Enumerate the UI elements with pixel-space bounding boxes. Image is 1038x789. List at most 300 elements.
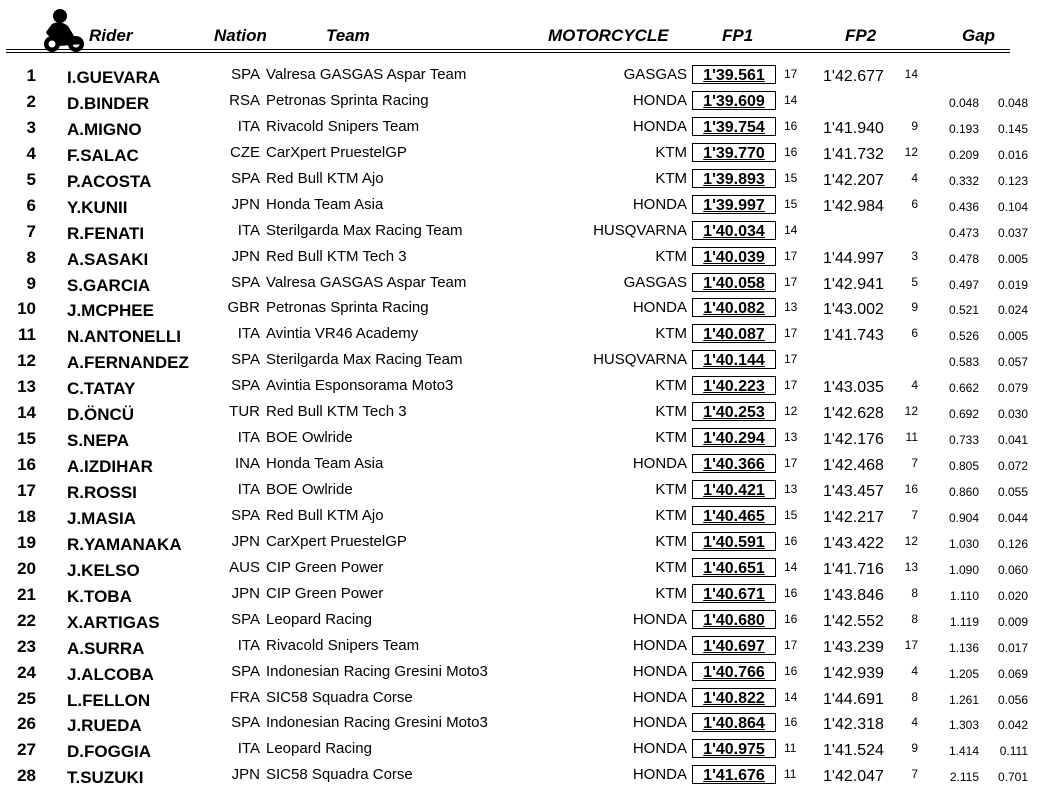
gap-first-cell: 0.521 xyxy=(948,303,979,318)
fp2-laps-cell: 4 xyxy=(911,715,918,730)
motorcycle-cell: KTM xyxy=(655,377,687,395)
fp2-time-cell: 1'43.422 xyxy=(823,534,884,552)
gap-previous-cell: 0.030 xyxy=(997,407,1028,422)
fp1-laps-cell: 15 xyxy=(784,507,798,522)
gap-first-cell: 1.090 xyxy=(948,562,979,577)
fp1-laps-cell: 13 xyxy=(784,482,798,496)
nation-cell: SPA xyxy=(231,169,260,187)
fp2-laps-cell: 7 xyxy=(911,507,918,522)
rider-name-cell: J.KELSO xyxy=(67,560,140,580)
motorcycle-cell: GASGAS xyxy=(623,66,687,83)
position-cell: 10 xyxy=(17,299,36,319)
fp2-time-cell: 1'42.047 xyxy=(823,768,884,786)
gap-first-cell: 0.662 xyxy=(948,381,979,396)
gap-first-cell: 0.478 xyxy=(948,251,979,266)
position-cell: 18 xyxy=(17,506,36,526)
nation-cell: SPA xyxy=(231,714,260,732)
fp1-time-cell: 1'39.770 xyxy=(692,143,776,162)
gap-first-cell: 0.904 xyxy=(948,510,979,525)
nation-cell: ITA xyxy=(237,221,260,239)
fp1-laps-cell: 16 xyxy=(784,715,798,730)
team-cell: Sterilgarda Max Racing Team xyxy=(266,221,463,239)
fp1-time-cell: 1'39.561 xyxy=(692,65,776,84)
motorcycle-cell: HONDA xyxy=(632,610,687,628)
fp1-time-cell: 1'40.253 xyxy=(692,402,776,421)
table-row xyxy=(0,219,1038,245)
gap-first-cell: 0.473 xyxy=(948,225,979,240)
table-row xyxy=(0,271,1038,297)
nation-cell: JPN xyxy=(231,584,260,602)
nation-cell: JPN xyxy=(231,766,260,784)
rider-name-cell: F.SALAC xyxy=(67,145,139,165)
nation-cell: JPN xyxy=(231,195,260,213)
fp1-laps-cell: 14 xyxy=(784,222,798,237)
position-cell: 6 xyxy=(26,195,36,215)
fp2-laps-cell: 6 xyxy=(911,196,918,211)
fp2-time-cell: 1'42.176 xyxy=(823,431,884,449)
position-cell: 5 xyxy=(26,169,36,189)
table-row xyxy=(0,478,1038,504)
gap-first-cell: 1.205 xyxy=(948,666,979,681)
fp1-laps-cell: 17 xyxy=(784,326,798,341)
fp1-laps-cell: 17 xyxy=(784,274,798,289)
nation-cell: ITA xyxy=(237,117,260,135)
team-cell: Leopard Racing xyxy=(266,740,372,758)
fp1-laps-cell: 14 xyxy=(784,92,798,107)
gap-previous-cell: 0.126 xyxy=(997,536,1028,551)
gap-previous-cell: 0.044 xyxy=(997,510,1028,525)
gap-first-cell: 1.261 xyxy=(948,692,979,707)
fp2-laps-cell: 4 xyxy=(911,663,918,678)
nation-cell: GBR xyxy=(227,299,260,317)
rider-name-cell: A.MIGNO xyxy=(67,119,142,139)
nation-cell: JPN xyxy=(231,532,260,550)
team-cell: Red Bull KTM Ajo xyxy=(266,506,384,524)
gap-first-cell: 1.414 xyxy=(948,744,979,759)
fp2-laps-cell: 4 xyxy=(911,170,918,185)
header-divider xyxy=(6,49,1010,50)
fp2-time-cell: 1'43.239 xyxy=(823,638,884,656)
fp2-time-cell: 1'42.628 xyxy=(823,405,884,423)
position-cell: 11 xyxy=(18,325,36,345)
rider-name-cell: P.ACOSTA xyxy=(67,171,152,191)
gap-previous-cell: 0.024 xyxy=(997,303,1028,318)
fp1-time-cell: 1'40.421 xyxy=(692,480,776,499)
fp1-time-cell: 1'39.893 xyxy=(692,169,776,188)
fp1-time-cell: 1'40.087 xyxy=(692,324,776,343)
fp2-time-cell: 1'41.732 xyxy=(823,145,884,163)
fp2-time-cell: 1'42.941 xyxy=(823,275,884,293)
fp2-time-cell: 1'42.677 xyxy=(823,68,884,85)
fp2-laps-cell: 12 xyxy=(904,144,918,159)
motorcycle-cell: HONDA xyxy=(632,714,687,732)
table-row xyxy=(0,89,1038,115)
motorcycle-rider-icon xyxy=(38,8,88,54)
gap-previous-cell: 0.037 xyxy=(997,225,1028,240)
table-row xyxy=(0,504,1038,530)
rider-name-cell: S.GARCIA xyxy=(67,275,151,295)
position-cell: 21 xyxy=(17,584,36,604)
rider-name-cell: D.FOGGIA xyxy=(67,742,152,762)
nation-cell: FRA xyxy=(230,688,260,706)
motorcycle-cell: GASGAS xyxy=(623,273,687,291)
gap-previous-cell: 0.041 xyxy=(997,433,1028,448)
nation-cell: SPA xyxy=(231,610,260,628)
fp2-time-cell: 1'43.846 xyxy=(823,586,884,604)
rider-name-cell: J.MASIA xyxy=(67,508,136,528)
header-motorcycle: MOTORCYCLE xyxy=(548,26,669,45)
position-cell: 16 xyxy=(17,455,36,475)
table-row xyxy=(0,296,1038,322)
position-cell: 25 xyxy=(17,688,36,708)
nation-cell: SPA xyxy=(231,66,260,83)
fp2-time-cell: 1'41.524 xyxy=(823,742,884,760)
gap-first-cell: 1.303 xyxy=(948,718,979,733)
table-row xyxy=(0,452,1038,478)
fp2-time-cell: 1'41.743 xyxy=(823,327,884,345)
header-fp1: FP1 xyxy=(722,26,754,45)
team-cell: CIP Green Power xyxy=(266,584,384,602)
results-table xyxy=(0,63,1038,789)
gap-previous-cell: 0.057 xyxy=(997,355,1028,370)
fp2-time-cell: 1'43.002 xyxy=(823,301,884,319)
fp2-time-cell: 1'44.691 xyxy=(823,690,884,708)
fp1-laps-cell: 13 xyxy=(784,430,798,445)
team-cell: CarXpert PruestelGP xyxy=(266,143,407,161)
fp1-time-cell: 1'39.754 xyxy=(692,117,776,136)
header-gap: Gap xyxy=(962,26,996,45)
team-cell: SIC58 Squadra Corse xyxy=(266,688,413,706)
fp1-time-cell: 1'40.034 xyxy=(692,221,776,240)
motorcycle-cell: KTM xyxy=(655,584,687,602)
motorcycle-cell: HONDA xyxy=(632,299,687,317)
team-cell: Avintia VR46 Academy xyxy=(266,325,419,343)
nation-cell: SPA xyxy=(231,377,260,395)
rider-name-cell: R.FENATI xyxy=(67,223,145,243)
fp2-laps-cell: 7 xyxy=(911,456,918,471)
team-cell: Red Bull KTM Ajo xyxy=(266,169,384,187)
fp1-time-cell: 1'40.766 xyxy=(692,662,776,681)
fp2-time-cell: 1'41.940 xyxy=(823,119,884,137)
gap-first-cell: 1.110 xyxy=(949,588,979,603)
position-cell: 17 xyxy=(17,481,36,500)
table-row xyxy=(0,634,1038,660)
fp1-laps-cell: 16 xyxy=(784,585,798,600)
fp1-time-cell: 1'39.609 xyxy=(692,91,776,110)
team-cell: Indonesian Racing Gresini Moto3 xyxy=(266,662,488,680)
rider-name-cell: K.TOBA xyxy=(67,586,132,606)
gap-first-cell: 0.805 xyxy=(948,459,979,474)
team-cell: Petronas Sprinta Racing xyxy=(266,299,429,317)
nation-cell: SPA xyxy=(231,351,260,369)
fp1-time-cell: 1'40.975 xyxy=(692,739,776,758)
rider-name-cell: L.FELLON xyxy=(67,690,151,710)
table-row xyxy=(0,763,1038,789)
position-cell: 27 xyxy=(17,740,36,760)
gap-previous-cell: 0.111 xyxy=(999,744,1028,759)
table-row xyxy=(0,530,1038,556)
table-row xyxy=(0,686,1038,712)
fp1-laps-cell: 13 xyxy=(784,300,798,315)
fp1-time-cell: 1'40.294 xyxy=(692,428,776,447)
header-nation: Nation xyxy=(214,26,267,45)
fp1-laps-cell: 16 xyxy=(784,663,798,678)
position-cell: 26 xyxy=(17,714,36,734)
fp2-laps-cell: 12 xyxy=(904,404,918,419)
fp2-laps-cell: 3 xyxy=(911,248,918,263)
fp1-time-cell: 1'40.039 xyxy=(692,247,776,266)
position-cell: 9 xyxy=(26,273,36,293)
gap-previous-cell: 0.072 xyxy=(997,459,1028,474)
gap-first-cell: 2.115 xyxy=(949,770,979,785)
rider-name-cell: R.ROSSI xyxy=(67,483,137,502)
gap-first-cell: 1.119 xyxy=(949,614,979,629)
team-cell: CIP Green Power xyxy=(266,558,384,576)
fp1-laps-cell: 16 xyxy=(784,118,798,133)
fp2-time-cell: 1'42.984 xyxy=(823,197,884,215)
gap-previous-cell: 0.069 xyxy=(997,666,1028,681)
motorcycle-cell: HONDA xyxy=(632,766,687,784)
fp2-laps-cell: 7 xyxy=(911,767,918,782)
table-row xyxy=(0,115,1038,141)
motorcycle-cell: KTM xyxy=(655,325,687,343)
fp2-time-cell: 1'42.217 xyxy=(823,508,884,526)
team-cell: Petronas Sprinta Racing xyxy=(266,91,429,109)
fp2-laps-cell: 8 xyxy=(911,611,918,626)
rider-name-cell: J.RUEDA xyxy=(67,716,142,736)
table-row xyxy=(0,556,1038,582)
fp2-time-cell: 1'43.457 xyxy=(823,483,884,500)
table-row xyxy=(0,193,1038,219)
fp1-time-cell: 1'40.058 xyxy=(692,273,776,292)
fp1-laps-cell: 15 xyxy=(784,196,798,211)
fp2-laps-cell: 8 xyxy=(911,585,918,600)
fp2-time-cell: 1'41.716 xyxy=(823,560,884,578)
team-cell: Valresa GASGAS Aspar Team xyxy=(266,66,467,83)
motorcycle-cell: HONDA xyxy=(632,636,687,654)
fp1-laps-cell: 11 xyxy=(784,741,797,756)
team-cell: Sterilgarda Max Racing Team xyxy=(266,351,463,369)
fp1-time-cell: 1'40.082 xyxy=(692,298,776,317)
motorcycle-cell: HONDA xyxy=(632,195,687,213)
fp1-laps-cell: 12 xyxy=(784,404,798,419)
fp1-laps-cell: 11 xyxy=(784,767,797,782)
fp1-laps-cell: 14 xyxy=(784,689,798,704)
position-cell: 15 xyxy=(17,429,36,449)
gap-first-cell: 0.436 xyxy=(948,199,979,214)
team-cell: Rivacold Snipers Team xyxy=(266,117,420,135)
fp1-laps-cell: 16 xyxy=(784,144,798,159)
team-cell: Honda Team Asia xyxy=(266,455,384,473)
team-cell: CarXpert PruestelGP xyxy=(266,532,407,550)
fp1-laps-cell: 17 xyxy=(784,378,798,393)
fp1-time-cell: 1'39.997 xyxy=(692,195,776,214)
nation-cell: ITA xyxy=(237,740,260,758)
gap-previous-cell: 0.079 xyxy=(997,381,1028,396)
nation-cell: ITA xyxy=(237,325,260,343)
fp1-time-cell: 1'40.465 xyxy=(692,506,776,525)
rider-name-cell: X.ARTIGAS xyxy=(67,612,160,632)
team-cell: Red Bull KTM Tech 3 xyxy=(266,403,407,421)
position-cell: 23 xyxy=(17,636,36,656)
fp2-laps-cell: 12 xyxy=(904,533,918,548)
nation-cell: ITA xyxy=(237,636,260,654)
gap-first-cell: 0.332 xyxy=(948,173,979,188)
gap-previous-cell: 0.005 xyxy=(997,251,1028,266)
gap-first-cell: 0.733 xyxy=(948,433,979,448)
rider-name-cell: J.MCPHEE xyxy=(67,301,154,321)
position-cell: 20 xyxy=(17,558,36,578)
fp1-time-cell: 1'40.651 xyxy=(692,558,776,577)
header-team: Team xyxy=(326,26,370,45)
motorcycle-cell: HUSQVARNA xyxy=(593,351,687,369)
gap-previous-cell: 0.060 xyxy=(997,562,1028,577)
nation-cell: JPN xyxy=(231,247,260,265)
team-cell: Avintia Esponsorama Moto3 xyxy=(266,377,454,395)
position-cell: 3 xyxy=(26,117,36,137)
motorcycle-cell: HONDA xyxy=(632,740,687,758)
motorcycle-cell: KTM xyxy=(655,403,687,421)
fp1-time-cell: 1'40.697 xyxy=(692,636,776,655)
rider-name-cell: T.SUZUKI xyxy=(67,768,144,788)
table-row xyxy=(0,400,1038,426)
motorcycle-cell: HONDA xyxy=(632,455,687,473)
fp1-time-cell: 1'40.223 xyxy=(692,376,776,395)
gap-previous-cell: 0.048 xyxy=(997,95,1028,110)
fp1-time-cell: 1'40.366 xyxy=(692,454,776,473)
rider-name-cell: R.YAMANAKA xyxy=(67,534,182,554)
gap-first-cell: 0.692 xyxy=(948,407,979,422)
fp2-laps-cell: 8 xyxy=(911,689,918,704)
position-cell: 24 xyxy=(17,662,36,682)
team-cell: Indonesian Racing Gresini Moto3 xyxy=(266,714,488,732)
motorcycle-cell: HONDA xyxy=(632,117,687,135)
motorcycle-cell: HONDA xyxy=(632,688,687,706)
fp2-laps-cell: 4 xyxy=(911,378,918,393)
motorcycle-cell: KTM xyxy=(655,143,687,161)
nation-cell: CZE xyxy=(230,143,260,161)
motorcycle-cell: KTM xyxy=(655,506,687,524)
team-cell: Rivacold Snipers Team xyxy=(266,636,420,654)
fp2-laps-cell: 9 xyxy=(911,741,918,756)
nation-cell: SPA xyxy=(231,506,260,524)
rider-name-cell: A.SURRA xyxy=(67,638,145,658)
motorcycle-cell: HONDA xyxy=(632,91,687,109)
nation-cell: AUS xyxy=(229,558,260,576)
fp1-laps-cell: 16 xyxy=(784,533,798,548)
gap-previous-cell: 0.123 xyxy=(997,173,1028,188)
team-cell: BOE Owlride xyxy=(266,481,353,498)
gap-previous-cell: 0.017 xyxy=(997,640,1028,655)
table-header xyxy=(0,0,1038,54)
fp1-laps-cell: 17 xyxy=(784,637,798,652)
gap-previous-cell: 0.145 xyxy=(997,121,1028,136)
fp2-laps-cell: 14 xyxy=(904,67,918,81)
rider-name-cell: J.ALCOBA xyxy=(67,664,154,684)
gap-previous-cell: 0.016 xyxy=(997,147,1028,162)
fp2-time-cell: 1'42.552 xyxy=(823,612,884,630)
fp1-laps-cell: 17 xyxy=(784,456,798,471)
nation-cell: TUR xyxy=(229,403,260,421)
fp1-time-cell: 1'40.591 xyxy=(692,532,776,551)
fp1-laps-cell: 17 xyxy=(784,248,798,263)
rider-name-cell: I.GUEVARA xyxy=(67,68,161,87)
gap-previous-cell: 0.005 xyxy=(997,329,1028,344)
gap-previous-cell: 0.019 xyxy=(997,277,1028,292)
rider-name-cell: A.FERNANDEZ xyxy=(67,353,189,373)
fp1-time-cell: 1'40.864 xyxy=(692,713,776,732)
table-row xyxy=(0,737,1038,763)
nation-cell: SPA xyxy=(231,273,260,291)
gap-first-cell: 0.209 xyxy=(948,147,979,162)
table-row xyxy=(0,374,1038,400)
header-fp2: FP2 xyxy=(845,26,877,45)
fp2-time-cell: 1'42.468 xyxy=(823,457,884,475)
table-row xyxy=(0,660,1038,686)
table-row xyxy=(0,608,1038,634)
table-row xyxy=(0,348,1038,374)
fp1-laps-cell: 16 xyxy=(784,611,798,626)
table-row xyxy=(0,141,1038,167)
header-rider: Rider xyxy=(89,26,133,45)
rider-name-cell: D.BINDER xyxy=(67,93,150,113)
fp2-laps-cell: 9 xyxy=(911,118,918,133)
team-cell: Leopard Racing xyxy=(266,610,372,628)
position-cell: 19 xyxy=(17,532,36,552)
fp2-laps-cell: 11 xyxy=(905,430,918,445)
fp2-time-cell: 1'42.939 xyxy=(823,664,884,682)
gap-first-cell: 0.497 xyxy=(948,277,979,292)
motorcycle-cell: KTM xyxy=(655,247,687,265)
position-cell: 8 xyxy=(26,247,36,267)
fp1-time-cell: 1'40.680 xyxy=(692,610,776,629)
motorcycle-cell: KTM xyxy=(655,532,687,550)
table-row xyxy=(0,322,1038,348)
team-cell: BOE Owlride xyxy=(266,429,353,447)
fp2-laps-cell: 9 xyxy=(911,300,918,315)
table-row xyxy=(0,63,1038,89)
team-cell: Red Bull KTM Tech 3 xyxy=(266,247,407,265)
rider-name-cell: C.TATAY xyxy=(67,379,136,399)
rider-name-cell: D.ÖNCÜ xyxy=(67,405,135,425)
gap-first-cell: 0.048 xyxy=(948,95,979,110)
fp1-time-cell: 1'40.822 xyxy=(692,688,776,707)
rider-name-cell: S.NEPA xyxy=(67,431,130,451)
rider-name-cell: A.IZDIHAR xyxy=(67,457,153,477)
gap-previous-cell: 0.701 xyxy=(997,770,1028,785)
motorcycle-cell: KTM xyxy=(655,429,687,447)
nation-cell: ITA xyxy=(237,429,260,447)
fp2-time-cell: 1'42.207 xyxy=(823,171,884,189)
fp2-laps-cell: 6 xyxy=(911,326,918,341)
fp2-laps-cell: 17 xyxy=(904,637,918,652)
position-cell: 4 xyxy=(26,143,36,163)
fp1-time-cell: 1'41.676 xyxy=(692,765,776,784)
fp2-laps-cell: 16 xyxy=(904,482,918,496)
table-row xyxy=(0,582,1038,608)
table-row xyxy=(0,711,1038,737)
rider-name-cell: N.ANTONELLI xyxy=(67,327,181,347)
position-cell: 12 xyxy=(17,351,36,371)
gap-previous-cell: 0.042 xyxy=(997,718,1028,733)
fp1-time-cell: 1'40.144 xyxy=(692,350,776,369)
nation-cell: SPA xyxy=(231,662,260,680)
gap-previous-cell: 0.056 xyxy=(997,692,1028,707)
position-cell: 2 xyxy=(26,91,36,111)
team-cell: Honda Team Asia xyxy=(266,195,384,213)
rider-name-cell: Y.KUNII xyxy=(67,197,128,217)
rider-name-cell: A.SASAKI xyxy=(67,249,149,269)
